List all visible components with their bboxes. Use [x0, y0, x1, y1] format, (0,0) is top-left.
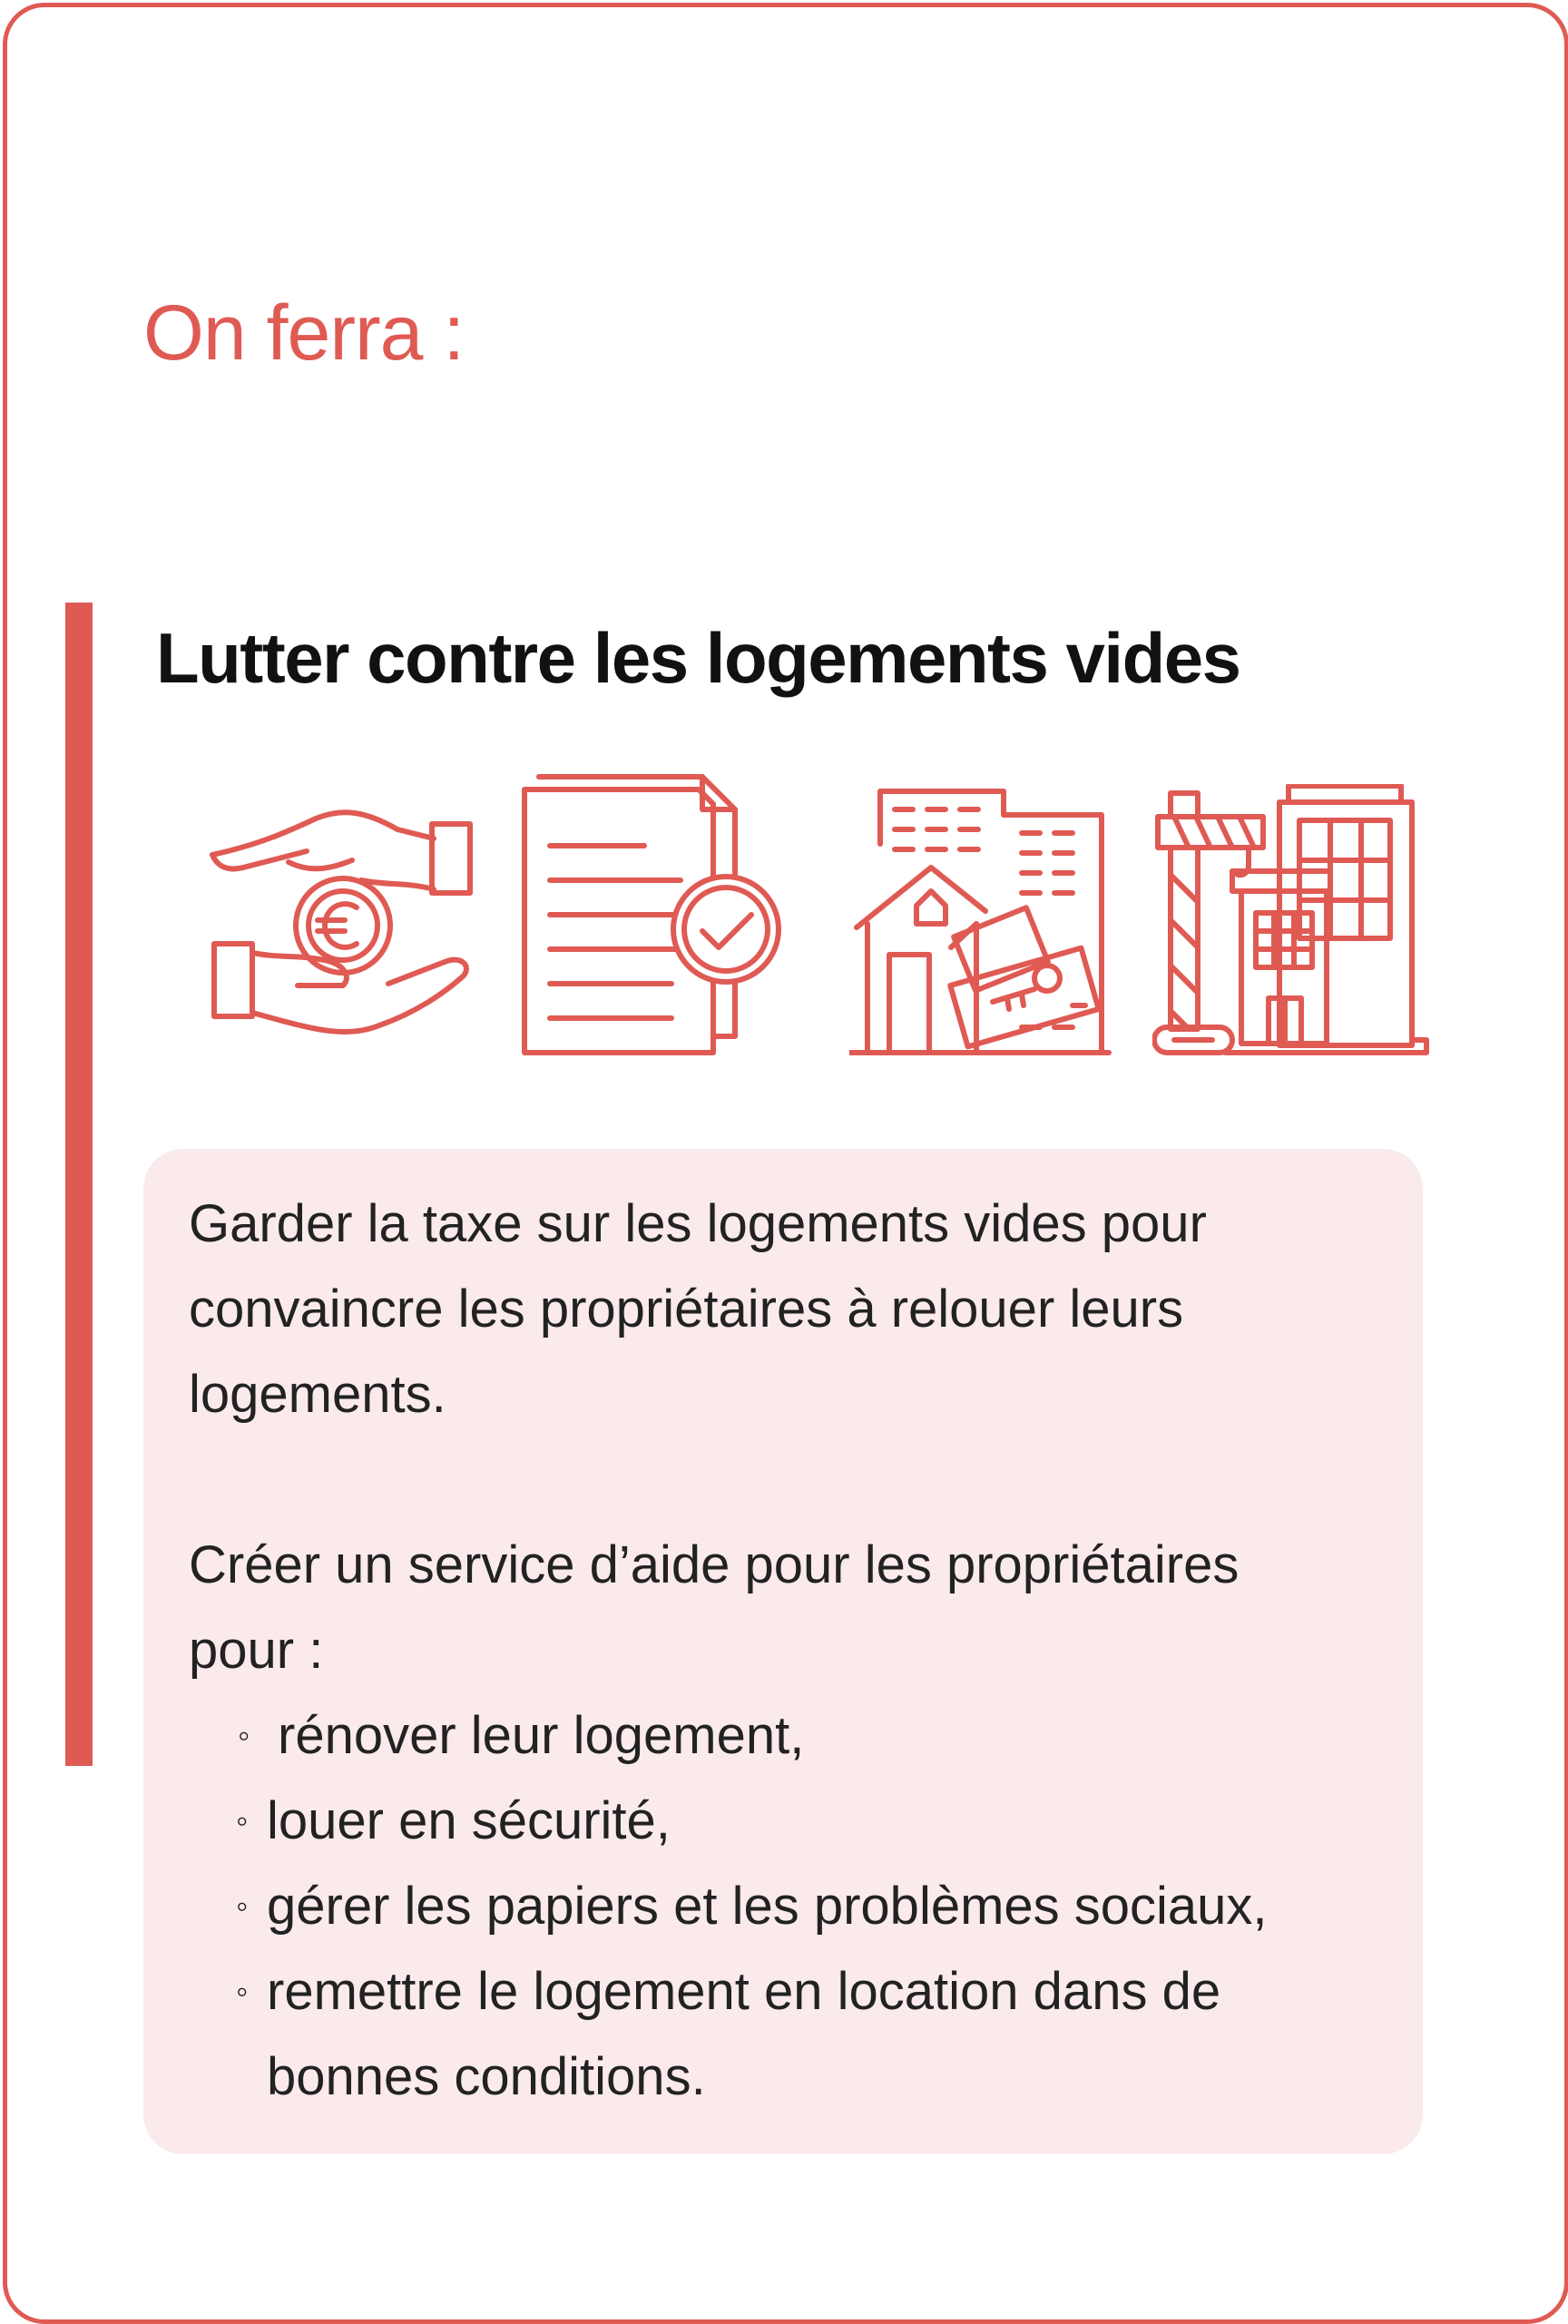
list-item-text: rénover leur logement, — [278, 1706, 805, 1765]
construction-crane-buildings-icon — [1152, 784, 1434, 1060]
bullet-marker: ◦ — [236, 1888, 249, 1926]
list-item — [236, 1779, 671, 1864]
accent-bar — [65, 603, 93, 1766]
bullet-marker: ◦ — [236, 1802, 249, 1840]
panel-paragraph-tax: Garder la taxe sur les logements vides pour convaincre les propriétaires à relouer leurs logements. — [189, 1194, 1207, 1424]
list-item-continuation: bonnes conditions. — [267, 2047, 706, 2106]
list-item-text: remettre le logement en location dans de — [267, 1962, 1221, 2021]
bullet-marker: ◦ — [238, 1717, 250, 1755]
hands-euro-icon — [207, 799, 479, 1053]
list-item — [238, 1693, 805, 1779]
card-heading: On ferra : — [143, 289, 465, 377]
bullet-marker: ◦ — [236, 1973, 249, 2011]
list-item — [236, 1864, 1268, 1949]
list-item-text: gérer les papiers et les problèmes sociaux, — [267, 1877, 1268, 1936]
panel-paragraph-service-continued: pour : — [189, 1621, 324, 1680]
panel-paragraph-service: Créer un service d’aide pour les propriétaires — [189, 1535, 1240, 1594]
list-item-text: louer en sécurité, — [267, 1791, 671, 1850]
section-title: Lutter contre les logements vides — [156, 618, 1240, 698]
document-check-icon — [517, 773, 786, 1056]
list-item — [236, 1949, 1221, 2035]
house-key-sale-icon — [849, 788, 1122, 1056]
